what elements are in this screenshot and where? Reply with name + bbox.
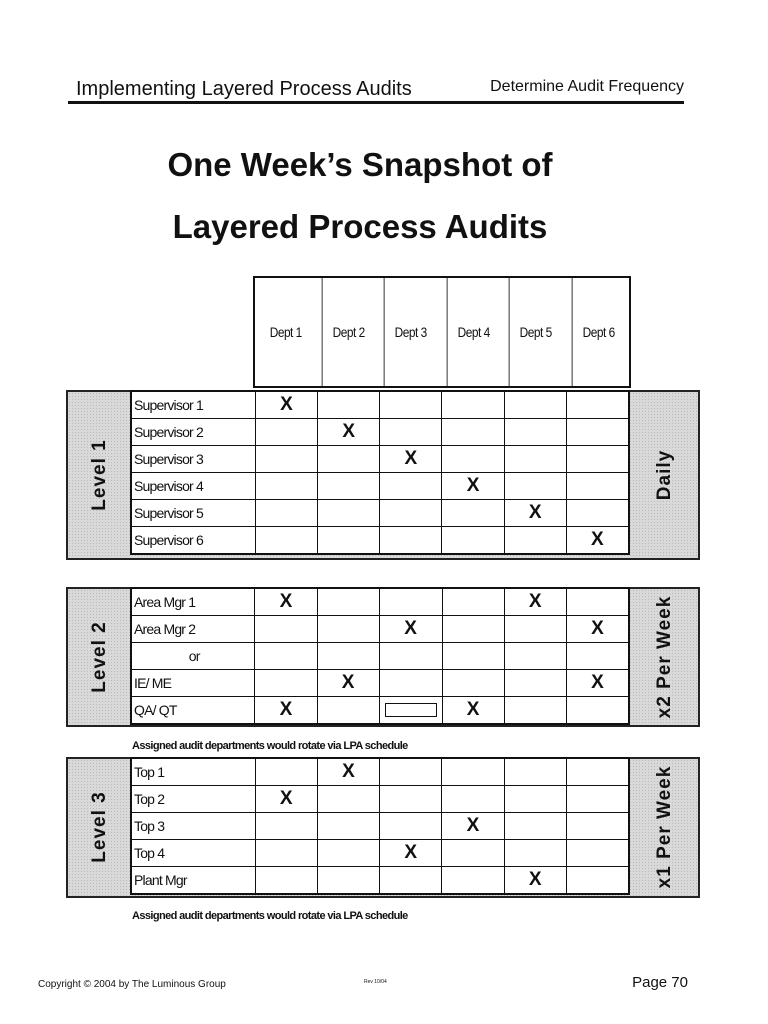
audit-cell [504,697,566,725]
audit-cell: X [380,840,442,867]
audit-cell: X [442,697,504,725]
audit-cell: X [317,758,379,786]
audit-cell [442,867,504,895]
audit-cell [442,446,504,473]
audit-cell [255,867,317,895]
audit-cell [255,643,317,670]
table-row [131,643,629,670]
audit-cell [380,813,442,840]
audit-cell [442,670,504,697]
table-row [131,813,629,840]
page-title-line1: One Week’s Snapshot of [167,146,553,183]
audit-cell: X [504,500,566,527]
audit-cell [566,758,629,786]
auditor-name: QA/ QT [131,697,255,725]
audit-cell [566,813,629,840]
audit-cell [380,867,442,895]
audit-cell [442,758,504,786]
audit-cell [442,786,504,813]
audit-cell [318,500,380,527]
audit-cell [380,786,442,813]
audit-cell [255,840,317,867]
audit-cell [318,446,380,473]
audit-cell [317,616,379,643]
audit-cell: X [566,670,629,697]
audit-cell [504,813,566,840]
audit-cell: X [255,391,317,419]
table-row [131,588,629,616]
table-row [131,786,629,813]
auditor-name: Supervisor 4 [131,473,255,500]
audit-cell [255,500,317,527]
audit-cell [380,473,442,500]
dept-header-2: Dept 2 [321,278,374,386]
audit-cell [504,786,566,813]
auditor-name: Supervisor 3 [131,446,255,473]
audit-cell: X [255,588,317,616]
auditor-name: IE/ ME [131,670,255,697]
audit-cell: X [255,697,317,725]
level1-table [130,390,630,555]
audit-cell [504,391,566,419]
level3-note: Assigned audit departments would rotate via LPA schedule [132,910,408,922]
level3-frequency: x1 Per Week [654,765,675,889]
audit-cell [255,616,317,643]
audit-cell [317,588,379,616]
auditor-name: or [131,643,255,670]
audit-cell [504,419,566,446]
audit-cell [442,500,504,527]
level2-note: Assigned audit departments would rotate via LPA schedule [132,740,408,752]
level1-frequency: Daily [654,449,675,501]
audit-cell [379,643,442,670]
audit-cell [442,588,504,616]
audit-cell [442,527,504,555]
audit-cell [442,419,504,446]
header-section: Determine Audit Frequency [490,78,684,95]
audit-cell [566,643,629,670]
auditor-name: Supervisor 2 [131,419,255,446]
audit-cell [318,391,380,419]
dept-header-1: Dept 1 [269,324,302,340]
audit-cell [255,419,317,446]
empty-box-mark [385,703,437,717]
audit-cell [317,813,379,840]
audit-cell [442,616,504,643]
audit-cell [504,616,566,643]
audit-cell [255,446,317,473]
level2-label: Level 2 [89,621,110,693]
audit-cell [504,446,566,473]
table-row [131,419,629,446]
audit-cell [255,473,317,500]
audit-cell [318,527,380,555]
audit-cell [379,670,442,697]
audit-cell: X [317,670,379,697]
header-title: Implementing Layered Process Audits [76,78,412,100]
copyright: Copyright © 2004 by The Luminous Group [38,979,226,990]
audit-cell: X [255,786,317,813]
audit-cell [566,697,629,725]
table-row [131,840,629,867]
header-rule [68,101,684,104]
auditor-name: Top 2 [131,786,255,813]
audit-cell [566,500,629,527]
page-number: Page 70 [632,974,688,991]
level1-label: Level 1 [89,439,110,511]
audit-cell: X [566,527,629,555]
audit-cell [504,527,566,555]
audit-cell [566,588,629,616]
audit-cell [504,473,566,500]
auditor-name: Supervisor 5 [131,500,255,527]
audit-cell [380,500,442,527]
audit-cell [380,527,442,555]
audit-cell: X [504,867,566,895]
audit-cell [380,391,442,419]
audit-cell [379,588,442,616]
table-row [131,473,629,500]
auditor-name: Top 4 [131,840,255,867]
audit-cell [566,446,629,473]
audit-cell [317,867,379,895]
dept-header-4: Dept 4 [446,278,499,386]
audit-cell [255,527,317,555]
audit-cell [442,840,504,867]
table-row [131,500,629,527]
audit-cell [504,643,566,670]
dept-header-6: Dept 6 [571,278,624,386]
audit-cell [380,419,442,446]
audit-cell [255,670,317,697]
audit-cell [504,670,566,697]
audit-cell: X [504,588,566,616]
audit-cell [380,758,442,786]
table-row [131,670,629,697]
audit-cell [504,758,566,786]
audit-cell [317,840,379,867]
table-row [131,616,629,643]
table-row [131,867,629,895]
audit-cell: X [379,616,442,643]
auditor-name: Area Mgr 2 [131,616,255,643]
audit-cell [442,643,504,670]
audit-cell [379,697,442,725]
revision: Rev 10/04 [364,979,387,985]
audit-cell [566,867,629,895]
department-header [253,276,631,388]
audit-cell [566,419,629,446]
audit-cell: X [442,813,504,840]
auditor-name: Top 3 [131,813,255,840]
level3-label: Level 3 [89,791,110,863]
level2-frequency: x2 Per Week [654,595,675,719]
audit-cell [318,473,380,500]
audit-cell: X [380,446,442,473]
auditor-name: Supervisor 6 [131,527,255,555]
audit-cell [442,391,504,419]
audit-cell [317,643,379,670]
page-title-line2: Layered Process Audits [172,208,548,245]
table-row [131,391,629,419]
dept-header-5: Dept 5 [509,278,562,386]
audit-cell [317,697,379,725]
dept-header-3: Dept 3 [384,278,437,386]
table-row [131,527,629,555]
level2-table [130,587,630,725]
audit-cell [255,813,317,840]
audit-cell [566,840,629,867]
level3-table [130,757,630,895]
table-row [131,697,629,725]
audit-cell [255,758,317,786]
auditor-name: Plant Mgr [131,867,255,895]
audit-cell: X [442,473,504,500]
audit-cell [317,786,379,813]
audit-cell: X [318,419,380,446]
audit-cell [566,473,629,500]
table-row [131,758,629,786]
audit-cell [566,786,629,813]
audit-cell: X [566,616,629,643]
auditor-name: Supervisor 1 [131,391,255,419]
audit-cell [566,391,629,419]
auditor-name: Area Mgr 1 [131,588,255,616]
auditor-name: Top 1 [131,758,255,786]
audit-cell [504,840,566,867]
table-row [131,446,629,473]
